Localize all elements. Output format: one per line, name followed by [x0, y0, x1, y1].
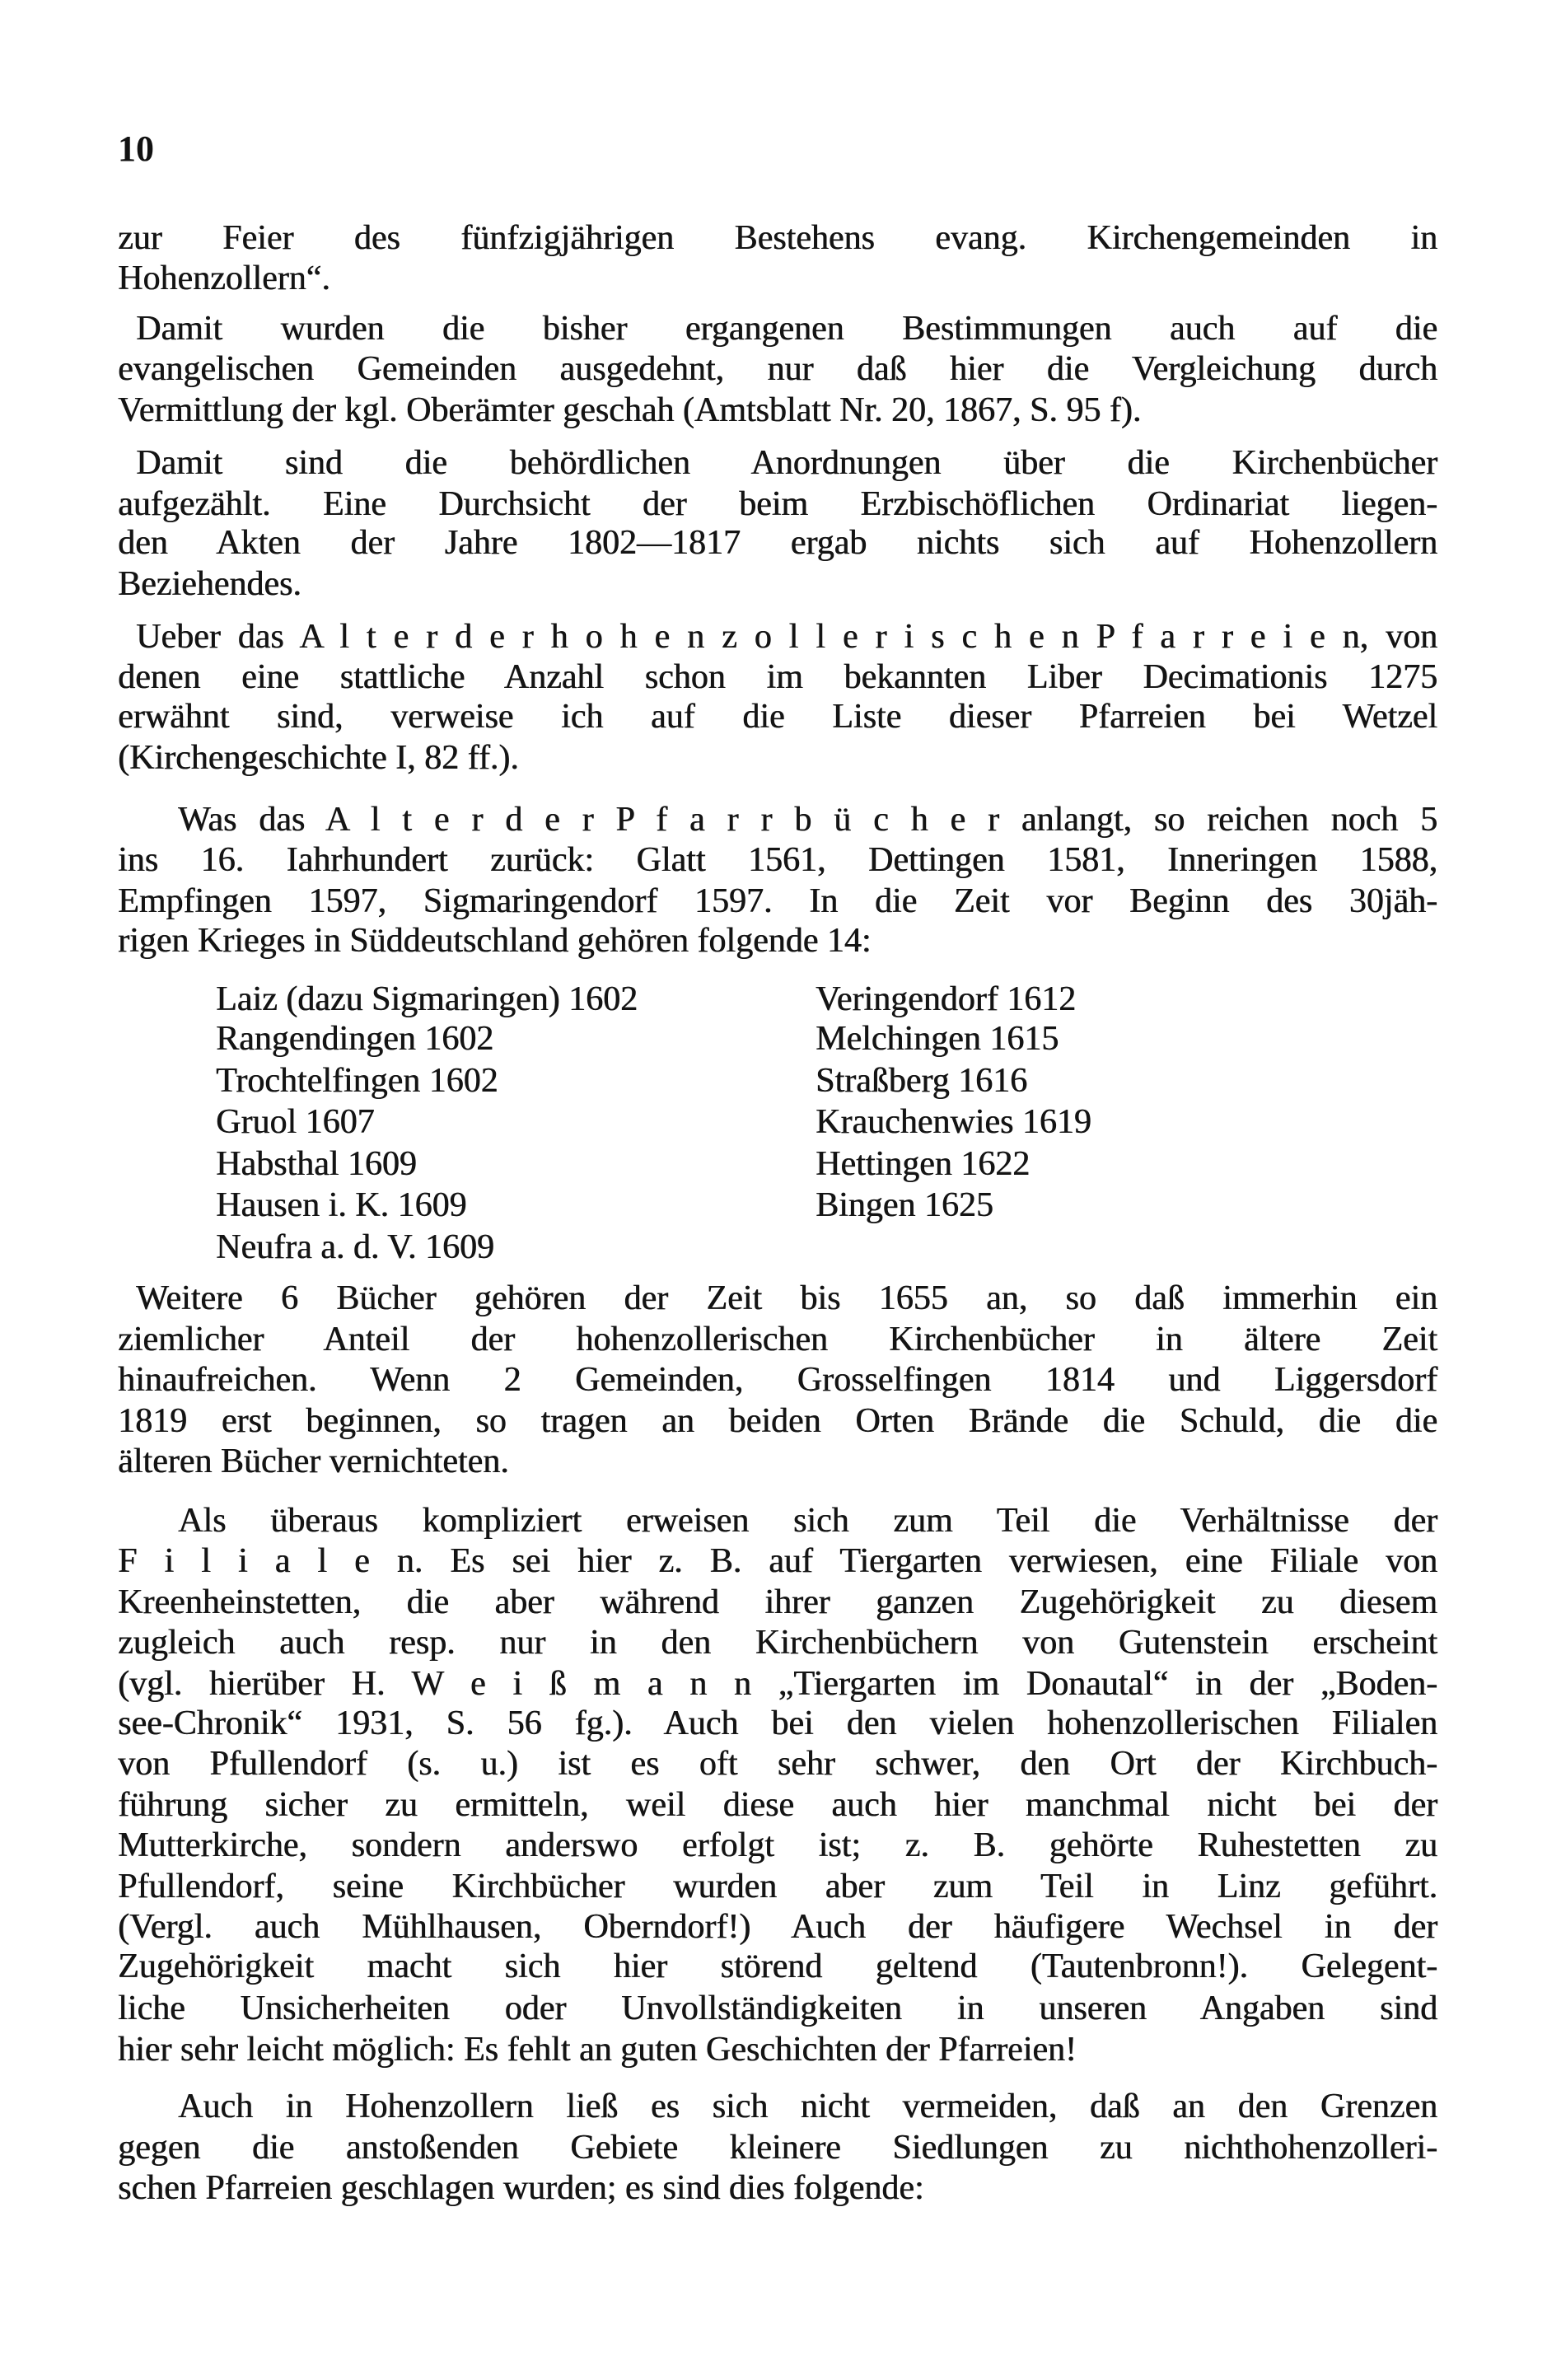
- parish-list-entry: Gruol 1607: [216, 1103, 375, 1141]
- text-line: Damit sind die behördlichen Anordnungen über die Kirchenbücher: [136, 444, 1437, 482]
- text-line: (Kirchengeschichte I, 82 ff.).: [118, 739, 519, 777]
- parish-list-entry: Veringendorf 1612: [816, 980, 1077, 1018]
- text-line: Ueber das A l t e r d e r h o h e n z o l l e r i s c h e n P f a r r e i e n, von: [136, 618, 1437, 656]
- text-line: Als überaus kompliziert erweisen sich zum Teil die Verhältnisse der: [178, 1502, 1437, 1540]
- text-line: führung sicher zu ermitteln, weil diese auch hier manchmal nicht bei der: [118, 1786, 1437, 1824]
- parish-list-entry: Krauchenwies 1619: [816, 1103, 1091, 1141]
- text-line: see-Chronik“ 1931, S. 56 fg.). Auch bei den vielen hohenzollerischen Filialen: [118, 1704, 1437, 1742]
- text-line: hier sehr leicht möglich: Es fehlt an guten Geschichten der Pfarreien!: [118, 2031, 1077, 2069]
- text-line: von Pfullendorf (s. u.) ist es oft sehr schwer, den Ort der Kirchbuch-: [118, 1745, 1437, 1783]
- text-line: Beziehendes.: [118, 565, 301, 603]
- parish-list-entry: Bingen 1625: [816, 1186, 993, 1224]
- text-line: Kreenheinstetten, die aber während ihrer ganzen Zugehörigkeit zu diesem: [118, 1583, 1437, 1621]
- parish-list-entry: Hausen i. K. 1609: [216, 1186, 467, 1224]
- text-line: 1819 erst beginnen, so tragen an beiden Orten Brände die Schuld, die die: [118, 1402, 1437, 1440]
- parish-list-entry: Neufra a. d. V. 1609: [216, 1228, 494, 1266]
- parish-list-entry: Melchingen 1615: [816, 1020, 1059, 1058]
- text-line: Vermittlung der kgl. Oberämter geschah (Amtsblatt Nr. 20, 1867, S. 95 f).: [118, 391, 1142, 429]
- text-line: Pfullendorf, seine Kirchbücher wurden aber zum Teil in Linz geführt.: [118, 1868, 1437, 1905]
- parish-list-entry: Trochtelfingen 1602: [216, 1062, 498, 1100]
- text-line: Hohenzollern“.: [118, 260, 330, 297]
- text-line: älteren Bücher vernichteten.: [118, 1442, 509, 1480]
- text-line: Zugehörigkeit macht sich hier störend geltend (Tautenbronn!). Gelegent-: [118, 1947, 1437, 1985]
- text-line: Was das A l t e r d e r P f a r r b ü c h e r anlangt, so reichen noch 5: [178, 801, 1437, 839]
- text-line: schen Pfarreien geschlagen wurden; es sind dies folgende:: [118, 2169, 924, 2207]
- text-line: Auch in Hohenzollern ließ es sich nicht vermeiden, daß an den Grenzen: [178, 2088, 1437, 2125]
- text-line: hinaufreichen. Wenn 2 Gemeinden, Grosselfingen 1814 und Liggersdorf: [118, 1361, 1437, 1399]
- text-line: denen eine stattliche Anzahl schon im bekannten Liber Decimationis 1275: [118, 658, 1437, 696]
- parish-list-entry: Rangendingen 1602: [216, 1020, 494, 1058]
- parish-list-entry: Habsthal 1609: [216, 1145, 417, 1183]
- page-number: 10: [118, 129, 154, 169]
- text-line: (vgl. hierüber H. W e i ß m a n n „Tiergarten im Donautal“ in der „Boden-: [118, 1665, 1437, 1703]
- text-line: den Akten der Jahre 1802—1817 ergab nichts sich auf Hohenzollern: [118, 524, 1437, 562]
- text-line: evangelischen Gemeinden ausgedehnt, nur daß hier die Vergleichung durch: [118, 350, 1437, 388]
- parish-list-entry: Straßberg 1616: [816, 1062, 1028, 1100]
- text-line: ziemlicher Anteil der hohenzollerischen Kirchenbücher in ältere Zeit: [118, 1321, 1437, 1358]
- text-line: rigen Krieges in Süddeutschland gehören folgende 14:: [118, 922, 872, 960]
- text-line: Weitere 6 Bücher gehören der Zeit bis 1655 an, so daß immerhin ein: [136, 1279, 1437, 1317]
- text-line: gegen die anstoßenden Gebiete kleinere Siedlungen zu nichthohenzolleri-: [118, 2129, 1437, 2167]
- text-line: liche Unsicherheiten oder Unvollständigkeiten in unseren Angaben sind: [118, 1990, 1437, 2027]
- text-line: zugleich auch resp. nur in den Kirchenbüchern von Gutenstein erscheint: [118, 1624, 1437, 1662]
- text-line: (Vergl. auch Mühlhausen, Oberndorf!) Auch der häufigere Wechsel in der: [118, 1908, 1437, 1946]
- text-line: aufgezählt. Eine Durchsicht der beim Erzbischöflichen Ordinariat liegen-: [118, 485, 1437, 523]
- text-line: F i l i a l e n. Es sei hier z. B. auf Tiergarten verwiesen, eine Filiale von: [118, 1542, 1437, 1580]
- text-line: Mutterkirche, sondern anderswo erfolgt ist; z. B. gehörte Ruhestetten zu: [118, 1826, 1437, 1864]
- parish-list-entry: Laiz (dazu Sigmaringen) 1602: [216, 980, 638, 1018]
- text-line: Damit wurden die bisher ergangenen Bestimmungen auch auf die: [136, 310, 1437, 348]
- text-line: zur Feier des fünfzigjährigen Bestehens evang. Kirchengemeinden in: [118, 219, 1437, 257]
- text-line: Empfingen 1597, Sigmaringendorf 1597. In die Zeit vor Beginn des 30jäh-: [118, 882, 1437, 920]
- text-line: erwähnt sind, verweise ich auf die Liste dieser Pfarreien bei Wetzel: [118, 698, 1437, 736]
- text-line: ins 16. Iahrhundert zurück: Glatt 1561, Dettingen 1581, Inneringen 1588,: [118, 841, 1437, 879]
- parish-list-entry: Hettingen 1622: [816, 1145, 1031, 1183]
